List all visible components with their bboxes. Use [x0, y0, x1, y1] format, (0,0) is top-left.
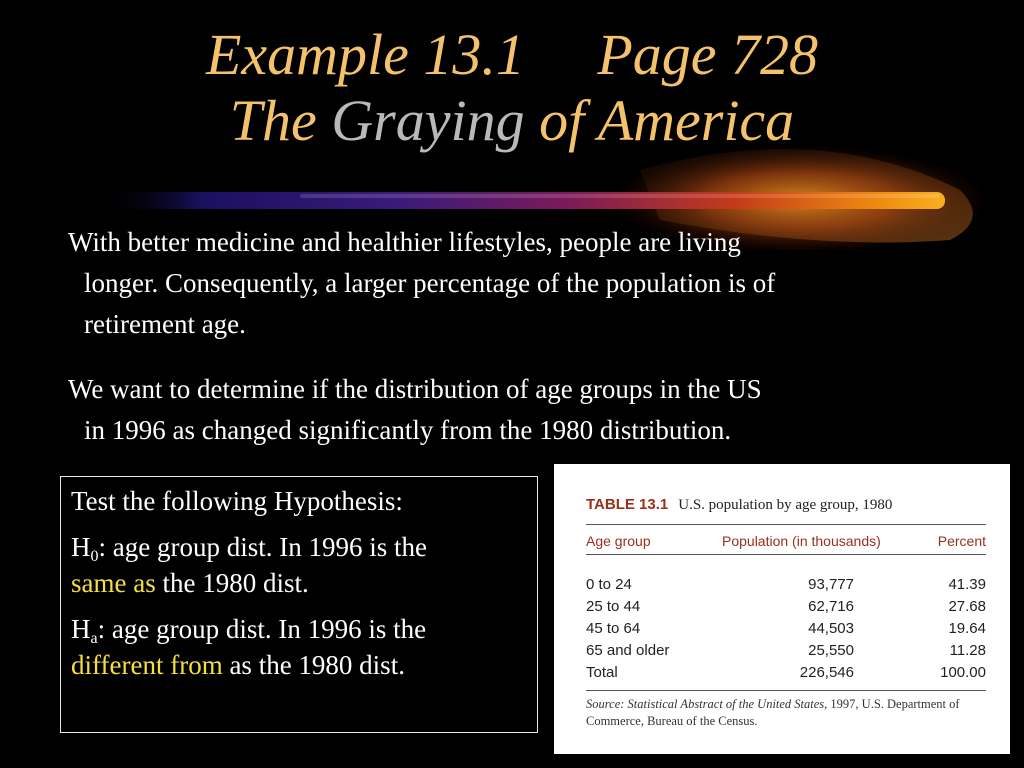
paragraph-intro-line-1: With better medicine and healthier lifestyles, people are living — [68, 227, 741, 257]
ha-symbol: H — [71, 614, 91, 644]
paragraph-goal-line-1: We want to determine if the distribution of age groups in the US — [68, 374, 762, 404]
h0-symbol: H — [71, 532, 91, 562]
alt-hypothesis — [71, 611, 527, 647]
population-table-panel — [554, 464, 1010, 754]
source-label: Source: Statistical Abstract of the United States — [586, 697, 825, 711]
h0-subscript: 0 — [90, 548, 99, 565]
table-number: TABLE 13.1 — [586, 496, 669, 513]
hypothesis-box — [60, 476, 538, 733]
alt-hypothesis-cont — [71, 647, 527, 683]
cell-age-group: 65 and older — [586, 642, 670, 659]
title-of-america: of America — [524, 88, 795, 153]
cell-age-group: 45 to 64 — [586, 620, 641, 637]
cell-age-group: Total — [586, 664, 618, 681]
cell-population: 44,503 — [808, 620, 854, 637]
cell-percent: 11.28 — [949, 642, 986, 659]
table-rule-header — [586, 554, 986, 555]
paragraph-goal — [68, 369, 988, 451]
cell-population: 62,716 — [808, 598, 854, 615]
table-row — [586, 596, 986, 618]
paragraph-intro-line-2: longer. Consequently, a larger percentage of the population is of — [84, 268, 776, 298]
table-rule-top — [586, 524, 986, 525]
table-title — [586, 496, 892, 514]
title-graying: Graying — [331, 88, 525, 153]
table-row — [586, 618, 986, 640]
hypothesis-heading: Test the following Hypothesis: — [71, 486, 403, 516]
title-line-2 — [0, 88, 1024, 154]
slide-title — [0, 22, 1024, 154]
paragraph-goal-line-2: in 1996 as changed significantly from the 1980 distribution. — [84, 415, 732, 445]
table-caption: U.S. population by age group, 1980 — [678, 497, 893, 513]
cell-percent: 19.64 — [948, 620, 986, 637]
title-the: The — [229, 88, 332, 153]
paragraph-intro-line-3: retirement age. — [84, 309, 246, 339]
h0-text: : age group dist. In 1996 is the — [98, 532, 427, 562]
comet-tail-highlight — [300, 194, 940, 198]
source-rest: , 1997, U.S. Department of Commerce, Bureau of the Census. — [586, 697, 960, 728]
cell-percent: 100.00 — [940, 664, 986, 681]
ha-rest: as the 1980 dist. — [222, 650, 405, 680]
cell-population: 226,546 — [799, 664, 854, 681]
ha-subscript: a — [90, 630, 98, 647]
column-header-percent: Percent — [937, 533, 986, 549]
cell-population: 93,777 — [808, 576, 854, 593]
title-line-1: Example 13.1 Page 728 — [205, 22, 819, 87]
table-rule-bottom — [586, 690, 986, 691]
column-header-age-group: Age group — [586, 533, 651, 549]
null-hypothesis — [71, 529, 527, 565]
paragraph-intro — [68, 222, 988, 345]
cell-age-group: 0 to 24 — [586, 576, 632, 593]
cell-population: 25,550 — [808, 642, 854, 659]
h0-rest: the 1980 dist. — [155, 568, 309, 598]
ha-text: : age group dist. In 1996 is the — [97, 614, 427, 644]
column-header-population: Population (in thousands) — [722, 533, 881, 549]
table-row-total — [586, 662, 986, 684]
h0-highlight: same as — [71, 568, 156, 598]
null-hypothesis-cont — [71, 565, 527, 601]
cell-percent: 41.39 — [948, 576, 986, 593]
ha-highlight: different from — [71, 650, 223, 680]
table-row — [586, 640, 986, 662]
table-source-note — [586, 696, 998, 730]
table-body — [586, 574, 986, 684]
cell-percent: 27.68 — [948, 598, 986, 615]
cell-age-group: 25 to 44 — [586, 598, 641, 615]
table-row — [586, 574, 986, 596]
